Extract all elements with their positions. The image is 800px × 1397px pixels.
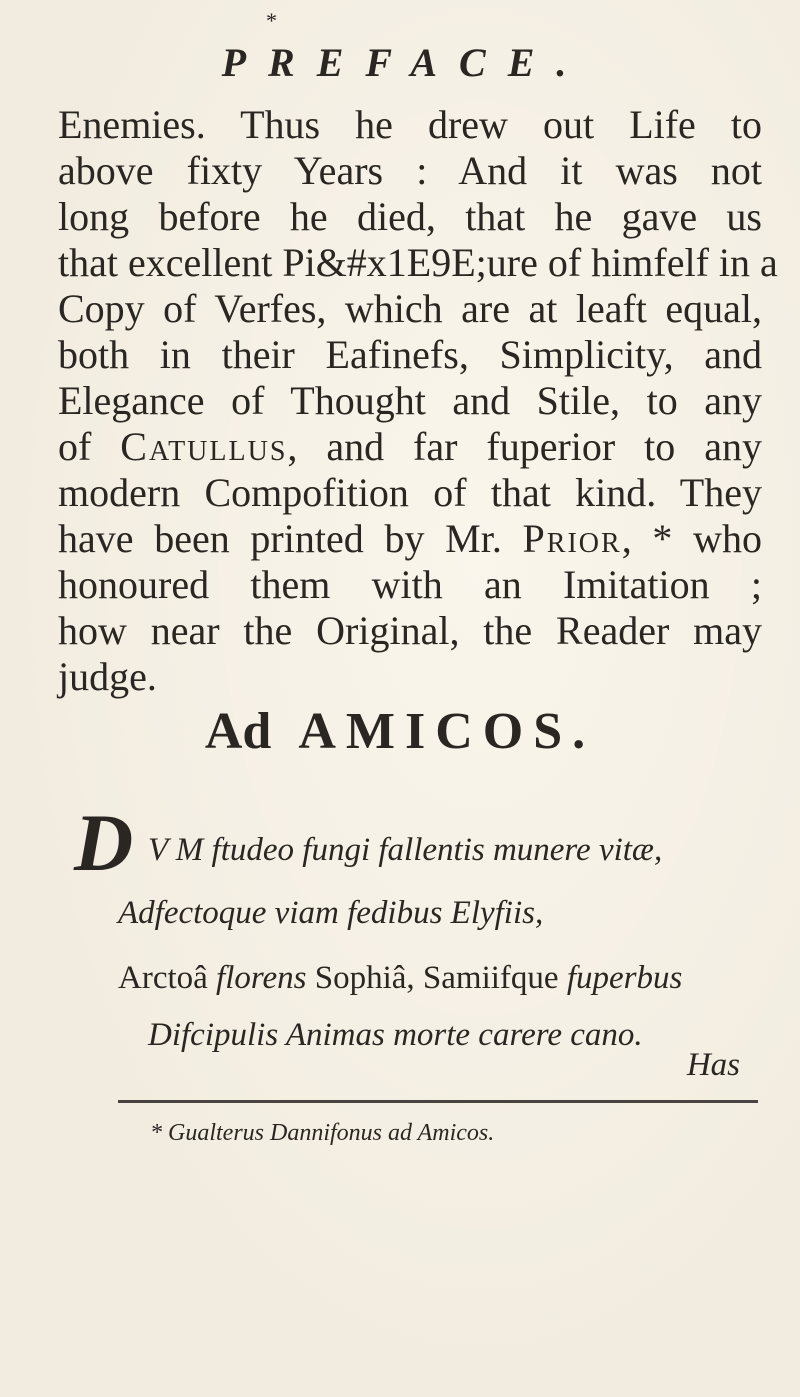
text-line: long before he died, that he gave us	[58, 194, 762, 239]
text-line: how near the Original, the Reader may	[58, 608, 762, 653]
preface-body	[58, 102, 778, 700]
poem-line	[118, 958, 682, 998]
prior-name: Prior	[522, 516, 622, 561]
text-fragment: , and far fuperior to any	[287, 424, 763, 469]
text-line: honoured them with an Imitation ;	[58, 562, 762, 607]
asterisk-mark: *	[266, 8, 277, 33]
footnote-rule	[118, 1100, 758, 1103]
heading-ad: Ad	[204, 703, 272, 760]
text-line: both in their Eafinefs, Simplicity, and	[58, 332, 762, 377]
text-fragment: have been printed by Mr.	[58, 516, 502, 561]
text-fragment: of	[58, 424, 92, 469]
text-fragment: Arctoâ	[118, 960, 208, 996]
running-head: PREFACE.	[221, 40, 589, 85]
text-line: Enemies. Thus he drew out Life to	[58, 102, 762, 147]
text-line	[58, 424, 762, 470]
poem-line: V M ftudeo fungi fallentis munere vitæ,	[148, 832, 663, 868]
text-line: Elegance of Thought and Stile, to any	[58, 378, 762, 423]
catullus-name: Catullus	[120, 424, 288, 469]
drop-capital: D	[74, 797, 134, 888]
poem-heading	[0, 702, 800, 762]
text-fragment: , * who	[621, 516, 763, 561]
text-line: modern Compofition of that kind. They	[58, 470, 762, 515]
text-fragment: fuperbus	[566, 960, 683, 996]
footnote: * Gualterus Dannifonus ad Amicos.	[150, 1120, 495, 1146]
text-line: that excellent Pi&#x1E9E;ure of himfelf in a	[58, 240, 778, 285]
text-line: above fixty Years : And it was not	[58, 148, 762, 193]
text-line: judge.	[58, 654, 157, 699]
text-line	[58, 516, 762, 562]
text-fragment: Sophiâ, Samiifque	[314, 960, 559, 996]
catchword: Has	[686, 1047, 740, 1083]
heading-amicos: AMICOS.	[298, 703, 596, 760]
text-line: Copy of Verfes, which are at leaft equal,	[58, 286, 762, 331]
poem-line: Adfectoque viam fedibus Elyfiis,	[118, 895, 544, 931]
poem-line: Difcipulis Animas morte carere cano.	[148, 1017, 643, 1053]
text-fragment: florens	[216, 960, 307, 996]
